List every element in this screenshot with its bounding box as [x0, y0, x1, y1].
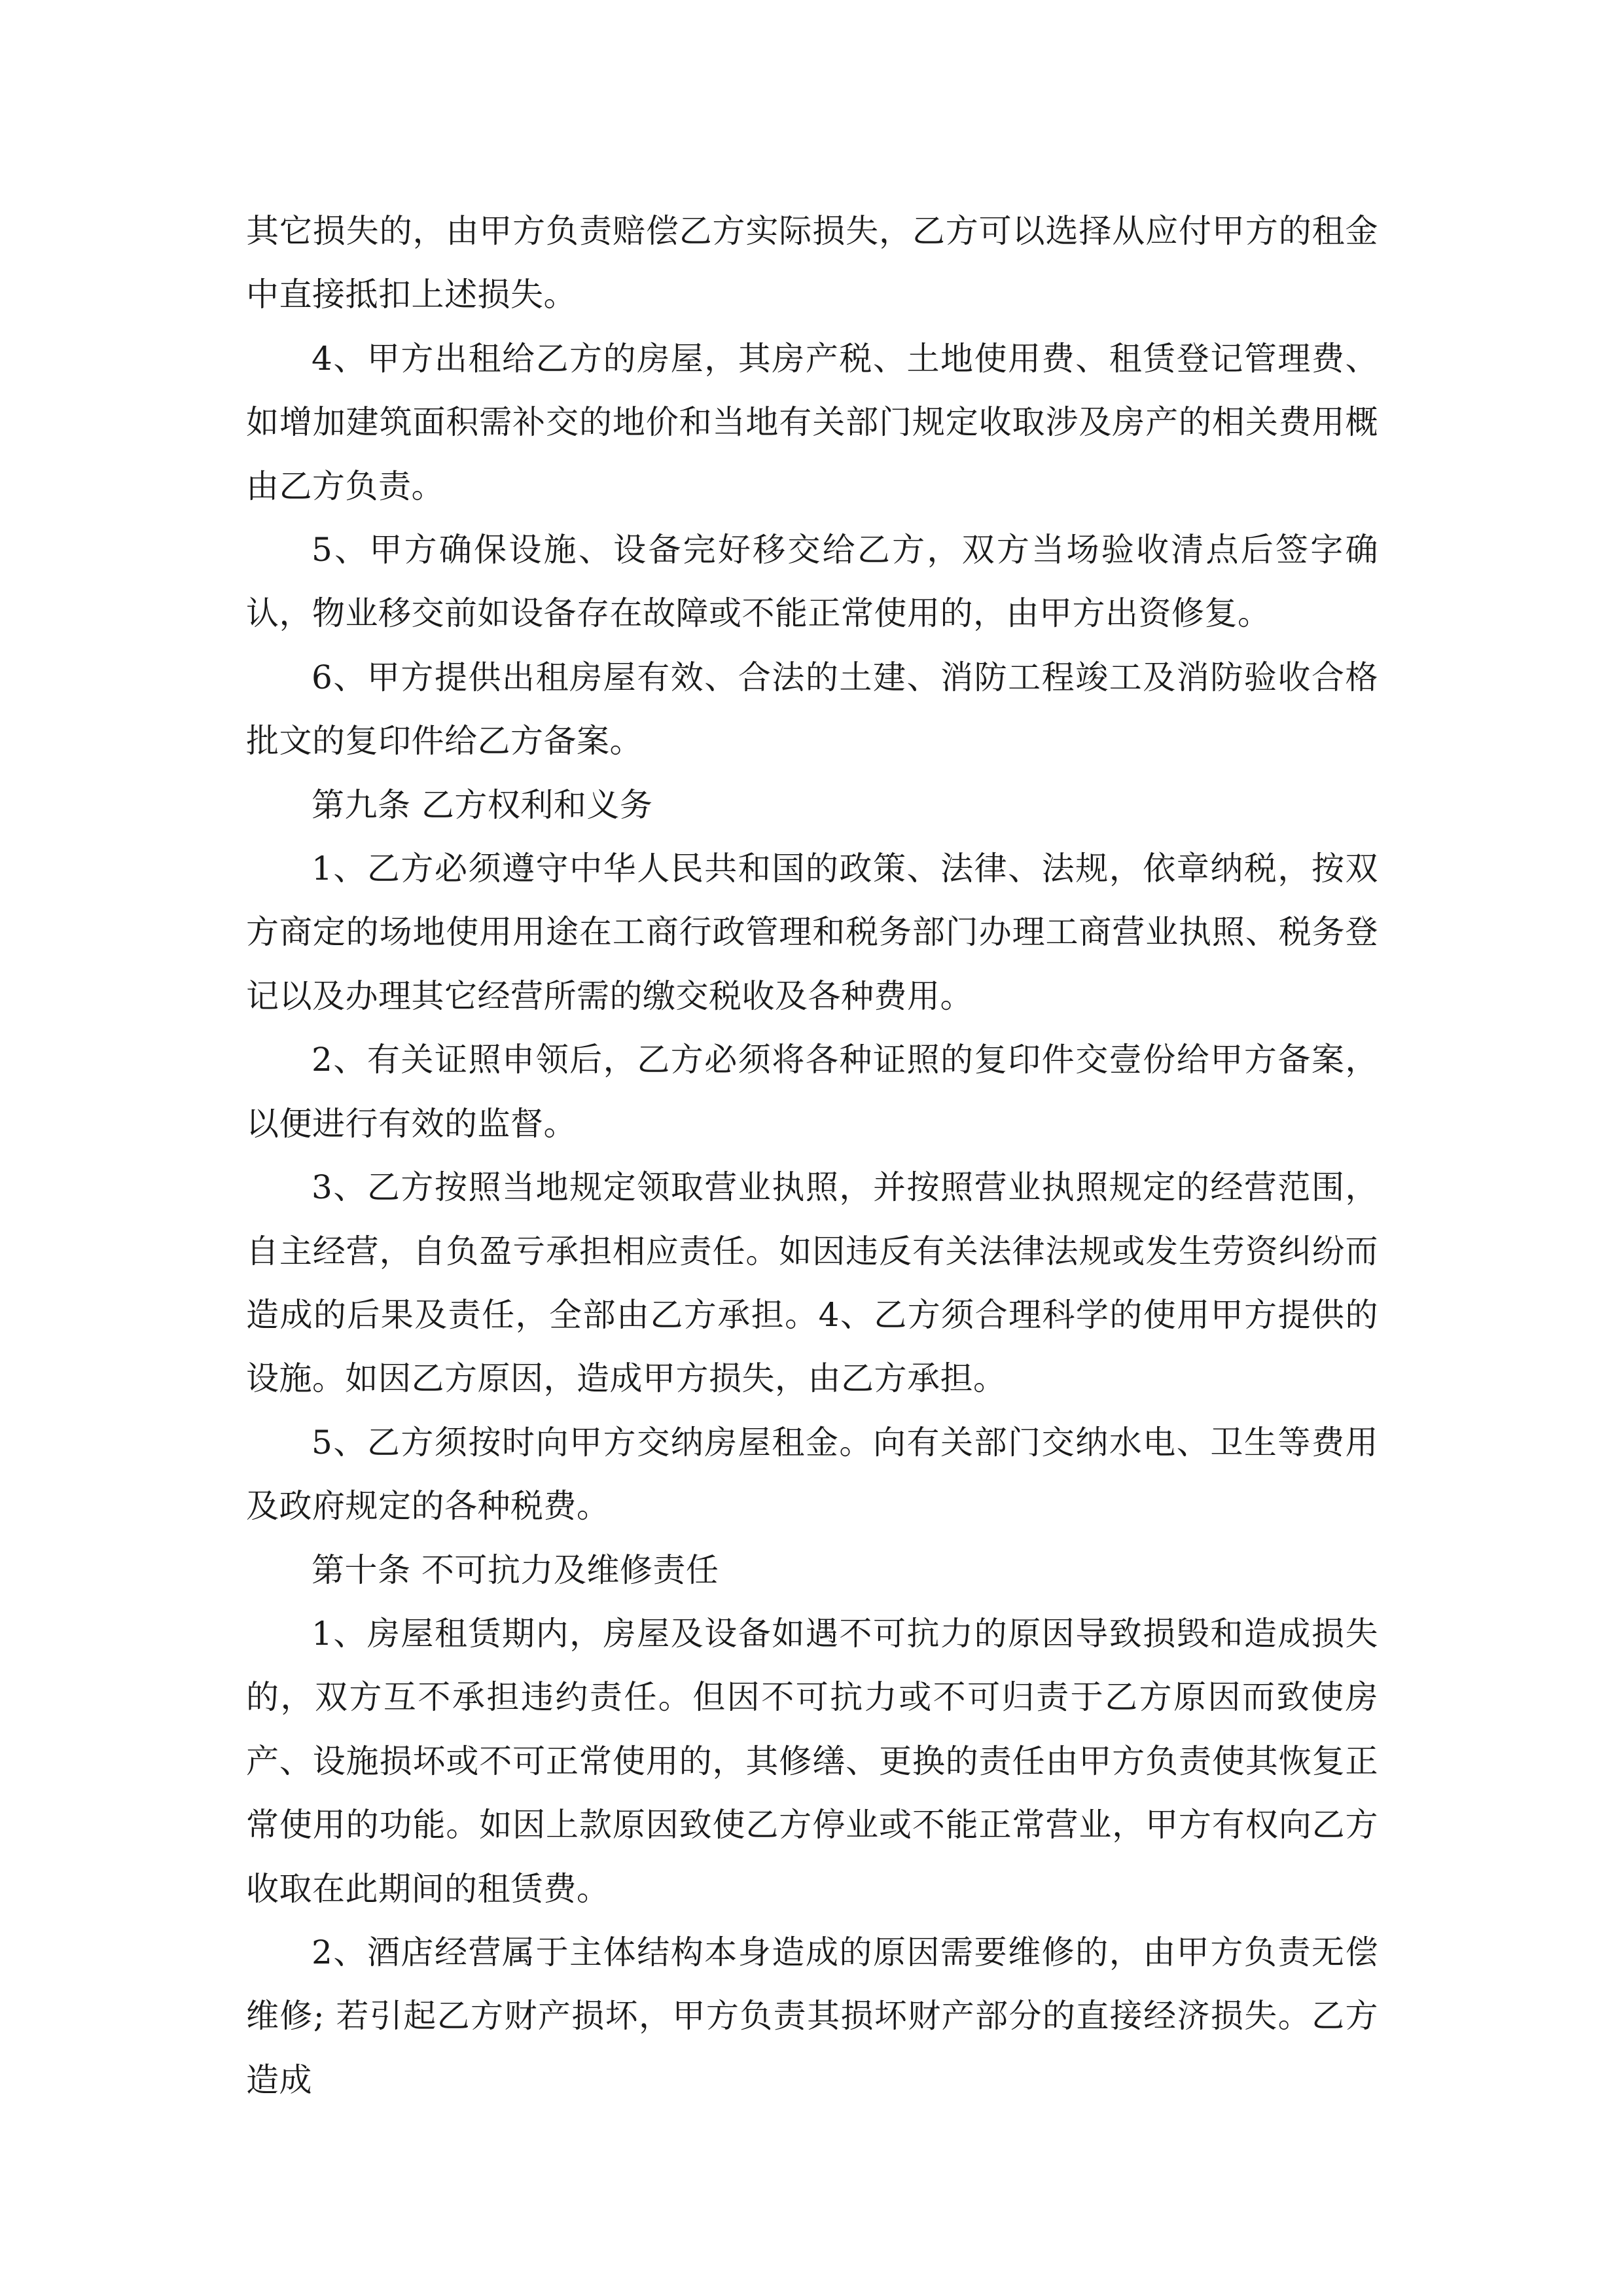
paragraph-clause-8-4: 4、甲方出租给乙方的房屋，其房产税、土地使用费、租赁登记管理费、如增加建筑面积需补交的地价和当地有关部门规定收取涉及房产的相关费用概由乙方负责。 — [246, 339, 1378, 505]
article-9-heading: 第九条 乙方权利和义务 — [312, 785, 653, 824]
document-body — [246, 200, 1378, 2112]
paragraph-clause-9-3: 3、乙方按照当地规定领取营业执照，并按照营业执照规定的经营范围，自主经营，自负盈亏承担相应责任。如因违反有关法律法规或发生劳资纠纷而造成的后果及责任，全部由乙方承担。4、乙方须合理科学的使用甲方提供的设施。如因乙方原因，造成甲方损失，由乙方承担。 — [246, 1168, 1378, 1398]
paragraph-clause-10-2: 2、酒店经营属于主体结构本身造成的原因需要维修的，由甲方负责无偿维修; 若引起乙方财产损坏，甲方负责其损坏财产部分的直接经济损失。乙方造成 — [246, 1933, 1378, 2099]
paragraph-clause-10-1: 1、房屋租赁期内，房屋及设备如遇不可抗力的原因导致损毁和造成损失的，双方互不承担违约责任。但因不可抗力或不可归责于乙方原因而致使房产、设施损坏或不可正常使用的，其修缮、更换的责任由甲方负责使其恢复正常使用的功能。如因上款原因致使乙方停业或不能正常营业，甲方有权向乙方收取在此期间的租赁费。 — [246, 1614, 1378, 1908]
article-10-heading: 第十条 不可抗力及维修责任 — [312, 1551, 719, 1589]
paragraph-clause-8-5: 5、甲方确保设施、设备完好移交给乙方，双方当场验收清点后签字确认，物业移交前如设备存在故障或不能正常使用的，由甲方出资修复。 — [246, 531, 1378, 633]
paragraph-clause-9-1: 1、乙方必须遵守中华人民共和国的政策、法律、法规，依章纳税，按双方商定的场地使用用途在工商行政管理和税务部门办理工商营业执照、税务登记以及办理其它经营所需的缴交税收及各种费用。 — [246, 850, 1378, 1015]
paragraph-clause-9-5: 5、乙方须按时向甲方交纳房屋租金。向有关部门交纳水电、卫生等费用及政府规定的各种税费。 — [246, 1423, 1378, 1526]
paragraph-continuation: 其它损失的，由甲方负责赔偿乙方实际损失，乙方可以选择从应付甲方的租金中直接抵扣上述损失。 — [246, 212, 1378, 314]
paragraph-clause-8-6: 6、甲方提供出租房屋有效、合法的土建、消防工程竣工及消防验收合格批文的复印件给乙方备案。 — [246, 658, 1378, 761]
paragraph-clause-9-2: 2、有关证照申领后，乙方必须将各种证照的复印件交壹份给甲方备案，以便进行有效的监督。 — [246, 1041, 1378, 1143]
